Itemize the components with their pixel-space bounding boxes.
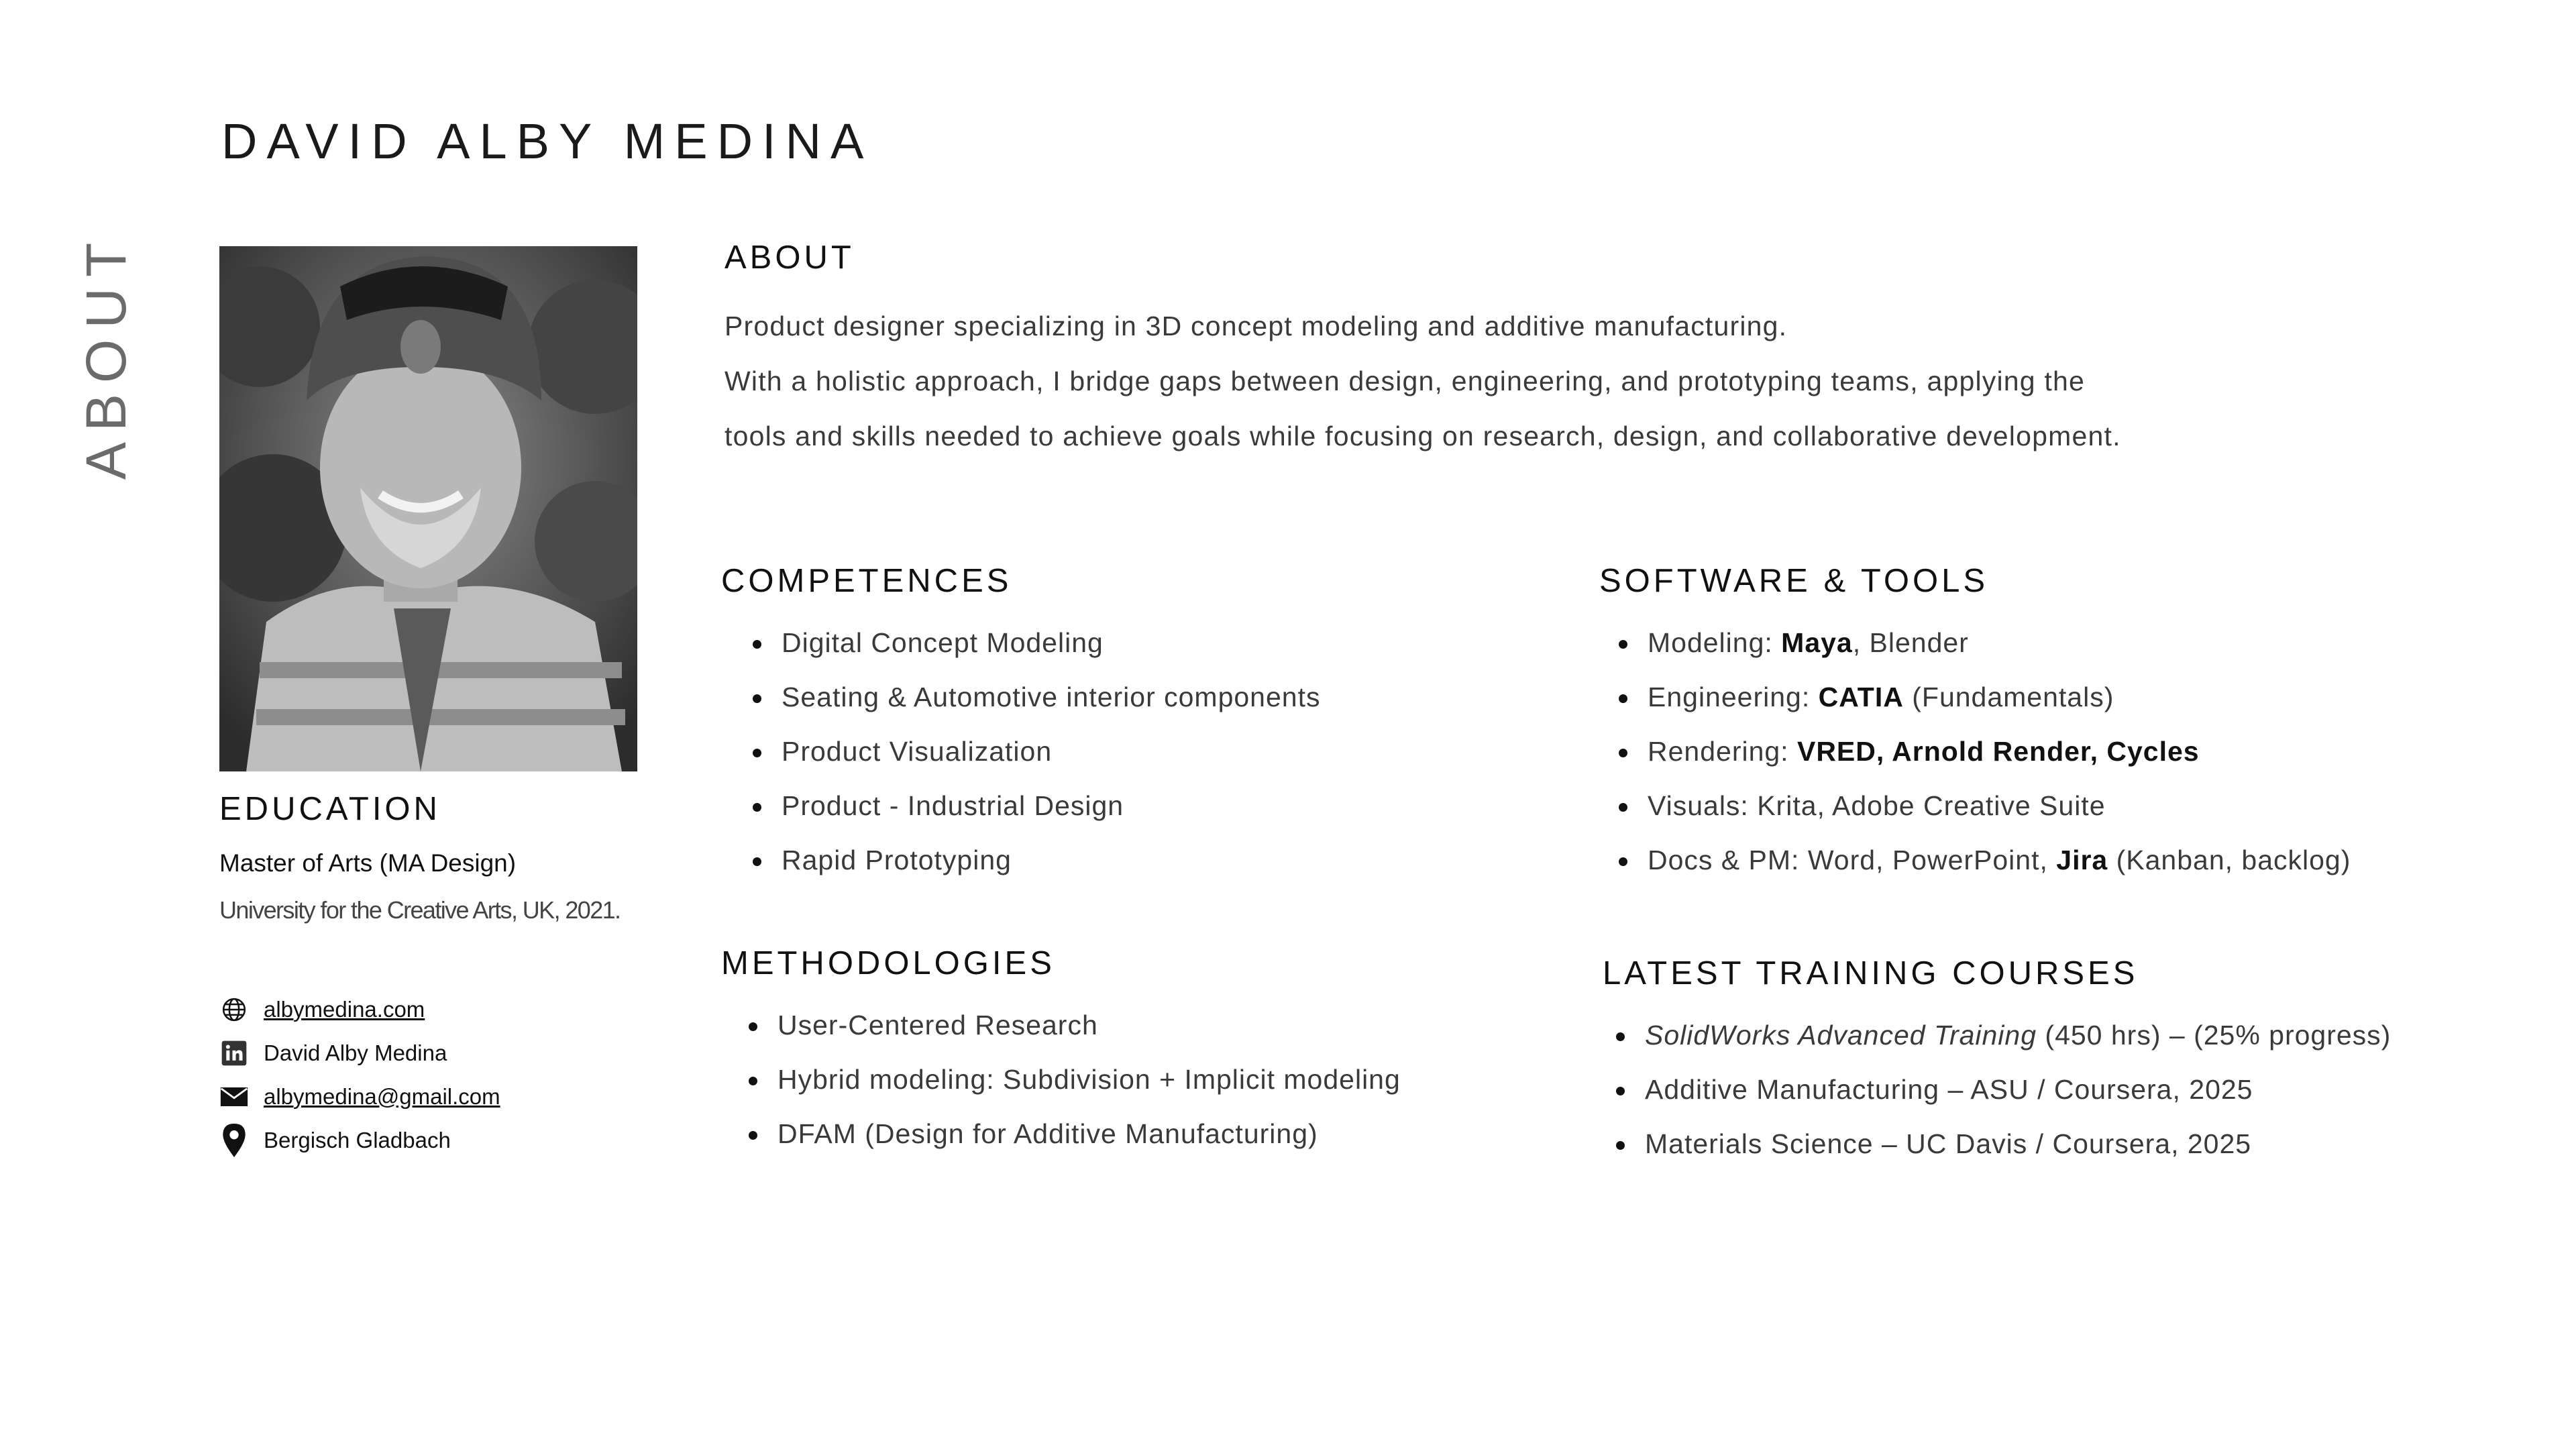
contact-website[interactable] bbox=[219, 987, 500, 1031]
competences-heading: COMPETENCES bbox=[721, 563, 1012, 599]
list-item bbox=[1590, 1008, 2391, 1063]
email-link[interactable]: albymedina@gmail.com bbox=[264, 1083, 500, 1109]
software-highlight: Maya bbox=[1781, 627, 1853, 658]
envelope-icon bbox=[219, 1082, 249, 1112]
list-item bbox=[1590, 1063, 2391, 1117]
course-details: Additive Manufacturing – ASU / Coursera, 2025 bbox=[1645, 1074, 2253, 1105]
software-category: Rendering: bbox=[1648, 736, 1797, 767]
list-item: Seating & Automotive interior components bbox=[727, 670, 1321, 724]
software-highlight: VRED, Arnold Render, Cycles bbox=[1796, 736, 2200, 767]
contact-email[interactable] bbox=[219, 1075, 500, 1118]
software-category: Modeling: bbox=[1648, 627, 1782, 658]
map-pin-icon bbox=[219, 1126, 249, 1155]
methodologies-list bbox=[722, 998, 1401, 1161]
list-item bbox=[1593, 833, 2351, 888]
list-item: User-Centered Research bbox=[722, 998, 1401, 1053]
location-text: Bergisch Gladbach bbox=[264, 1127, 451, 1152]
list-item bbox=[1593, 779, 2351, 833]
software-rest: (Fundamentals) bbox=[1903, 682, 2114, 712]
profile-photo bbox=[219, 246, 637, 771]
list-item: Product Visualization bbox=[727, 724, 1321, 779]
linkedin-name[interactable]: David Alby Medina bbox=[264, 1040, 447, 1065]
list-item: DFAM (Design for Additive Manufacturing) bbox=[722, 1107, 1401, 1161]
training-list bbox=[1590, 1008, 2391, 1171]
list-item bbox=[1593, 670, 2351, 724]
software-category: Visuals: Krita, Adobe Creative Suite bbox=[1648, 790, 2106, 821]
list-item: Digital Concept Modeling bbox=[727, 616, 1321, 670]
about-line: Product designer specializing in 3D concept modeling and additive manufacturing. bbox=[724, 311, 1788, 341]
linkedin-icon bbox=[219, 1038, 249, 1068]
contact-location bbox=[219, 1118, 500, 1162]
list-item: Rapid Prototyping bbox=[727, 833, 1321, 888]
training-heading: LATEST TRAINING COURSES bbox=[1603, 955, 2139, 991]
about-heading: ABOUT bbox=[724, 239, 855, 276]
about-line: With a holistic approach, I bridge gaps between design, engineering, and prototyping teams, applying the bbox=[724, 366, 2085, 396]
software-category: Docs & PM: Word, PowerPoint, bbox=[1648, 845, 2057, 875]
list-item: Hybrid modeling: Subdivision + Implicit modeling bbox=[722, 1053, 1401, 1107]
about-description bbox=[724, 299, 2267, 464]
list-item bbox=[1590, 1117, 2391, 1171]
software-highlight: Jira bbox=[2056, 845, 2108, 875]
software-highlight: CATIA bbox=[1818, 682, 1904, 712]
contact-linkedin[interactable] bbox=[219, 1031, 500, 1075]
list-item: Product - Industrial Design bbox=[727, 779, 1321, 833]
page-title: DAVID ALBY MEDINA bbox=[221, 113, 873, 169]
globe-icon bbox=[219, 995, 249, 1024]
course-details: Materials Science – UC Davis / Coursera, 2025 bbox=[1645, 1128, 2252, 1159]
course-title: SolidWorks Advanced Training bbox=[1645, 1020, 2037, 1051]
list-item bbox=[1593, 616, 2351, 670]
website-link[interactable]: albymedina.com bbox=[264, 996, 425, 1022]
contact-list bbox=[219, 987, 500, 1162]
education-heading: EDUCATION bbox=[219, 791, 441, 827]
software-rest: (Kanban, backlog) bbox=[2108, 845, 2351, 875]
software-rest: , Blender bbox=[1852, 627, 1969, 658]
software-heading: SOFTWARE & TOOLS bbox=[1599, 563, 1989, 599]
course-details: (450 hrs) – (25% progress) bbox=[2037, 1020, 2392, 1051]
about-line: tools and skills needed to achieve goals while focusing on research, design, and collaborative development. bbox=[724, 421, 2121, 451]
education-degree: Master of Arts (MA Design) bbox=[219, 849, 517, 877]
software-list bbox=[1593, 616, 2351, 888]
software-category: Engineering: bbox=[1648, 682, 1819, 712]
competences-list bbox=[727, 616, 1321, 888]
methodologies-heading: METHODOLOGIES bbox=[721, 945, 1055, 981]
side-section-label: ABOUT bbox=[74, 231, 138, 480]
list-item bbox=[1593, 724, 2351, 779]
education-school: University for the Creative Arts, UK, 2021. bbox=[219, 896, 621, 924]
